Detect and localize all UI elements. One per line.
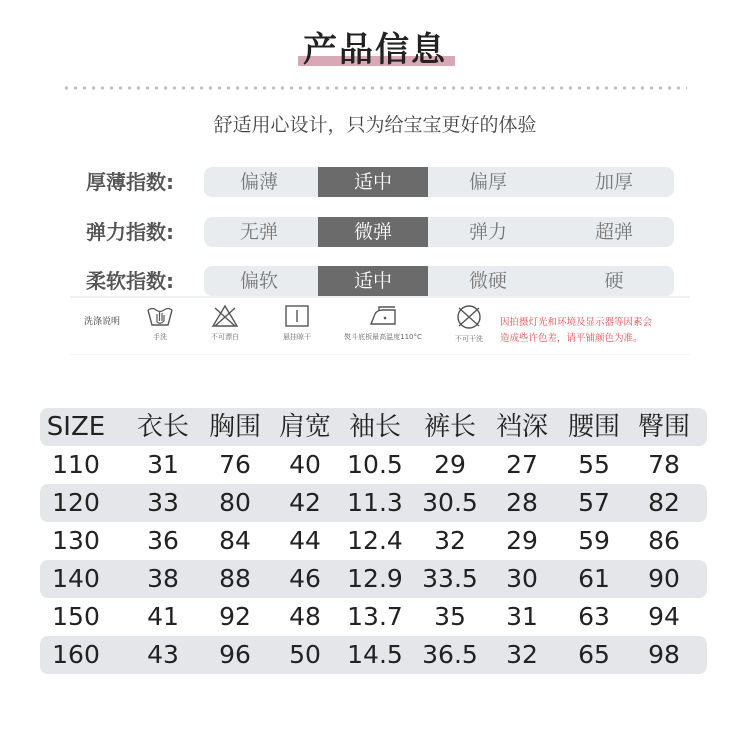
measurement-cell: 84 — [219, 526, 251, 555]
column-header: 肩宽 — [278, 412, 331, 442]
measurement-cell: 28 — [506, 488, 538, 517]
stretch-index-option: 超弹 — [594, 221, 633, 243]
column-header: 裆深 — [495, 412, 548, 442]
measurement-cell: 86 — [648, 526, 680, 555]
size-cell: 150 — [52, 602, 100, 631]
measurement-cell: 27 — [506, 450, 538, 479]
softness-index-option: 微硬 — [468, 270, 507, 292]
measurement-cell: 12.9 — [347, 564, 403, 593]
thickness-index-scale — [204, 167, 674, 197]
measurement-cell: 10.5 — [347, 450, 403, 479]
column-header: 腰围 — [567, 412, 620, 442]
care-title: 洗涤说明 — [84, 317, 121, 327]
measurement-cell: 94 — [648, 602, 680, 631]
stretch-index-option: 弹力 — [468, 221, 507, 243]
table-row — [40, 446, 707, 484]
table-row — [40, 484, 707, 522]
thickness-index-option: 加厚 — [594, 171, 633, 193]
subtitle: 舒适用心设计，只为给宝宝更好的体验 — [213, 114, 537, 136]
measurement-cell: 78 — [648, 450, 680, 479]
care-item-hand-wash: 手洗 — [140, 304, 180, 342]
care-item-iron: 熨斗底板最高温度110°C — [328, 304, 438, 342]
column-header: 裤长 — [423, 412, 476, 442]
no-dry-clean-icon — [455, 304, 483, 330]
column-header: 衣长 — [136, 412, 189, 442]
measurement-cell: 32 — [506, 640, 538, 669]
page-title: 产品信息 — [303, 30, 447, 70]
column-header: 胸围 — [208, 412, 261, 442]
softness-index-option: 偏软 — [239, 270, 278, 292]
measurement-cell: 44 — [289, 526, 321, 555]
measurement-cell: 29 — [434, 450, 466, 479]
hang-dry-icon — [283, 304, 311, 328]
measurement-cell: 33 — [147, 488, 179, 517]
care-item-no-bleach: 不可漂白 — [200, 304, 250, 342]
measurement-cell: 82 — [648, 488, 680, 517]
softness-index-label: 柔软指数: — [86, 269, 174, 293]
measurement-cell: 36.5 — [422, 640, 478, 669]
measurement-cell: 63 — [578, 602, 610, 631]
stretch-index-option-selected: 微弹 — [318, 217, 428, 247]
table-row — [40, 560, 707, 598]
softness-index-scale — [204, 266, 674, 296]
measurement-cell: 31 — [506, 602, 538, 631]
measurement-cell: 36 — [147, 526, 179, 555]
thickness-index-label: 厚薄指数: — [86, 170, 174, 194]
measurement-cell: 30 — [506, 564, 538, 593]
measurement-cell: 35 — [434, 602, 466, 631]
column-header: SIZE — [46, 412, 106, 442]
measurement-cell: 80 — [219, 488, 251, 517]
thickness-index-option: 偏薄 — [239, 171, 278, 193]
stretch-index-scale — [204, 217, 674, 247]
measurement-cell: 55 — [578, 450, 610, 479]
measurement-cell: 38 — [147, 564, 179, 593]
softness-index-option-selected: 适中 — [318, 266, 428, 296]
table-header-row — [40, 408, 707, 446]
color-disclaimer: 因拍摄灯光和环境及显示器等因素会 造成些许色差，请平铺颜色为准。 — [500, 317, 653, 344]
iron-icon — [367, 304, 399, 328]
table-row — [40, 598, 707, 636]
care-item-hang-dry: 悬挂晾干 — [270, 304, 324, 342]
measurement-cell: 31 — [147, 450, 179, 479]
measurement-cell: 42 — [289, 488, 321, 517]
thickness-index-option: 偏厚 — [468, 171, 507, 193]
size-cell: 110 — [52, 450, 100, 479]
measurement-cell: 50 — [289, 640, 321, 669]
measurement-cell: 57 — [578, 488, 610, 517]
measurement-cell: 98 — [648, 640, 680, 669]
measurement-cell: 96 — [219, 640, 251, 669]
measurement-cell: 43 — [147, 640, 179, 669]
measurement-cell: 59 — [578, 526, 610, 555]
measurement-cell: 14.5 — [347, 640, 403, 669]
size-cell: 130 — [52, 526, 100, 555]
measurement-cell: 30.5 — [422, 488, 478, 517]
column-header: 袖长 — [348, 412, 401, 442]
dotted-divider — [62, 86, 687, 90]
table-row — [40, 522, 707, 560]
measurement-cell: 13.7 — [347, 602, 403, 631]
measurement-cell: 48 — [289, 602, 321, 631]
hand-wash-icon — [146, 304, 174, 328]
measurement-cell: 90 — [648, 564, 680, 593]
size-cell: 120 — [52, 488, 100, 517]
care-instructions — [70, 296, 690, 355]
measurement-cell: 65 — [578, 640, 610, 669]
measurement-cell: 12.4 — [347, 526, 403, 555]
measurement-cell: 88 — [219, 564, 251, 593]
size-cell: 160 — [52, 640, 100, 669]
measurement-cell: 61 — [578, 564, 610, 593]
measurement-cell: 40 — [289, 450, 321, 479]
size-cell: 140 — [52, 564, 100, 593]
column-header: 臀围 — [637, 412, 690, 442]
measurement-cell: 33.5 — [422, 564, 478, 593]
care-item-no-dry-clean: 不可干洗 — [444, 304, 494, 344]
measurement-cell: 76 — [219, 450, 251, 479]
measurement-cell: 29 — [506, 526, 538, 555]
measurement-cell: 46 — [289, 564, 321, 593]
no-bleach-icon — [211, 304, 239, 328]
stretch-index-option: 无弹 — [239, 221, 278, 243]
measurement-cell: 41 — [147, 602, 179, 631]
measurement-cell: 11.3 — [347, 488, 403, 517]
table-row — [40, 636, 707, 674]
softness-index-option: 硬 — [604, 270, 624, 292]
thickness-index-option-selected: 适中 — [318, 167, 428, 197]
measurement-cell: 32 — [434, 526, 466, 555]
stretch-index-label: 弹力指数: — [86, 220, 174, 244]
measurement-cell: 92 — [219, 602, 251, 631]
